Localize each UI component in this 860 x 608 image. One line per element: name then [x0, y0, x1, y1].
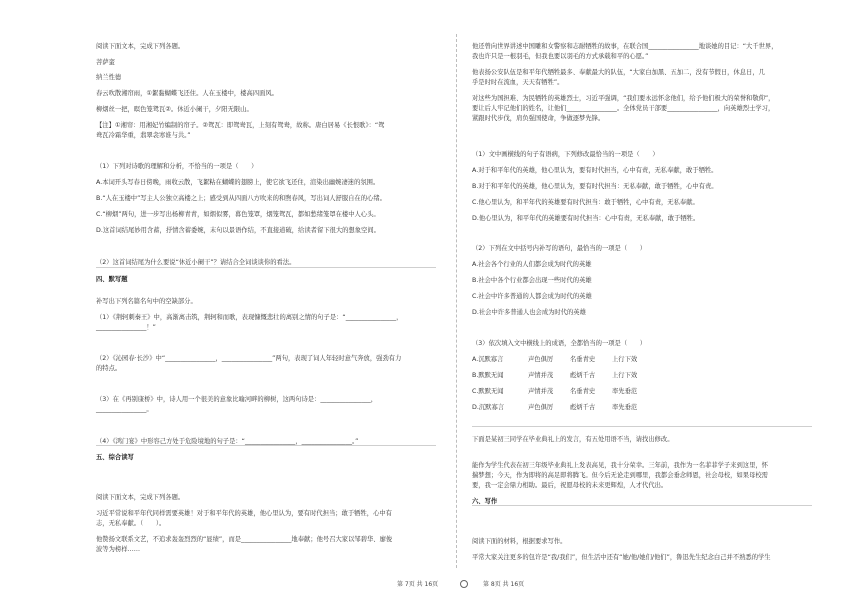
option-idiom: 率先垂范: [612, 404, 638, 411]
text-line: （4）《鸿门宴》中形容己方处于危险境地的句子是：“________________，________________。”: [96, 438, 359, 445]
text-line: 他表扬公安队伍是和平年代牺牲最多、奉献最大的队伍，“大家白加黑、五加二，没有节假日，休息日，几: [472, 69, 765, 76]
text-line: 习近平常说和平年代同样需要英雄！对于和平年代的英雄，他心里认为，要有时代担当；敢于牺牲，心中有: [96, 510, 392, 517]
option-label: A.沉默寡言: [472, 356, 504, 363]
text-line: B.对于和平年代的英雄，他心里认为，要有时代担当：无私奉献，敢于牺牲，心中有责。: [472, 183, 718, 190]
text-line: 要，我一定会鼎力相助。最后，祝愿母校的未来更辉煌，人才代代出。: [472, 482, 668, 489]
text-line: 对这些为国担难、为民牺牲的英雄烈士，习近平强调，“我们要永远怀念他们，给予他们极大的荣誉和敬仰”，: [472, 95, 775, 102]
text-line: 阅读下面文本，完成下列各题。: [96, 494, 185, 501]
text-line: 菩萨蛮: [96, 59, 115, 66]
section-rule: [96, 267, 436, 268]
text-line: 平常大家关注更多的包许是“我/我们”，但生活中还有“她/他/她们/他们”，鲁迅先生纪念白己并不熟悉的学生: [472, 554, 771, 561]
text-line: C.他心里认为，和平年代的英雄要有时代担当：敢于牺牲，心中有责，无私奉献。: [472, 199, 699, 206]
text-line: 的特点。: [96, 365, 122, 372]
text-line: 鸯瓦冷霜华重，翡翠衾寒谁与共。”: [96, 132, 191, 139]
text-line: 他还曾向世界讲述中国雕和女警察和志耐牺牲的故事，在联合国________________地谈她的目记：“大千世界，: [472, 43, 778, 50]
text-line: B.“人在玉楼中”写主人公独立高楼之上；感受到从四面八方吹来的和煦春风，写出词人舒服自在的心绪。: [96, 195, 386, 202]
text-line: 能作为学生代表在初三年级毕业典礼上发表高见，我十分荣幸。三年前，我作为一名菲菲学子来到这里，怀: [472, 462, 768, 469]
section-rule: [96, 445, 436, 446]
text-line: 揣梦想；今天，作为即将的高足即将腾飞。但今后无论走到哪里，我都会垂念师恩，社会母校，如果母校需: [472, 472, 768, 479]
text-line: （1）下列对诗歌的理解和分析，不恰当的一项是（ ）: [96, 163, 258, 170]
section-heading: 六、写作: [472, 498, 498, 505]
option-idiom: 声情并茂: [528, 372, 554, 379]
text-line: C.社会中许多普通的人都会成为时代的英雄: [472, 293, 592, 300]
text-line: （1）《荆轲刺秦王》中，高渐离击筑，荆轲和而歌，表现慷慨悲壮的离别之情的句子是：“________________，: [96, 314, 403, 321]
text-line: 要让后人牢记他们的姓名，让他们________________。全体党员干部要________________，向英雄烈士学习，: [472, 105, 775, 112]
text-line: 志，无私奉献。（ ）。: [96, 520, 166, 527]
option-idiom: 声色俱厉: [528, 404, 554, 411]
footer-page-right: 第 8页 共 16页: [483, 581, 525, 588]
column-divider: [456, 34, 457, 568]
section-rule: [472, 426, 812, 427]
text-line: 纳兰性德: [96, 74, 122, 81]
section-rule: [472, 505, 812, 506]
binding-circle-icon: [460, 580, 468, 588]
option-idiom: 名垂青史: [570, 388, 596, 395]
text-line: 他赞扬文联系文艺，不追求轰轰烈烈的“显绩”，而是________________地奉献；他号召大家以邹碧华、廖俊: [96, 536, 393, 543]
text-line: D.这首词结尾妙用含蓄，抒情含蓄委婉，末句以景语作结，不直接道破，给读者留下很大的想象空间。: [96, 227, 380, 234]
text-line: ________________！”: [96, 324, 156, 331]
option-idiom: 彪炳千古: [570, 404, 596, 411]
option-label: C.默默无闻: [472, 388, 504, 395]
text-line: B.社会中各个行业都会出现一些时代的英雄: [472, 277, 592, 284]
text-line: （3）依次填入文中横线上的成语，全都恰当的一项是（ ）: [472, 340, 647, 347]
text-line: 波等为榜样……: [96, 546, 141, 553]
section-heading: 五、综合读写: [96, 454, 134, 461]
option-label: B.默默无闻: [472, 372, 504, 379]
text-line: 柳烟丝一把，暝色笼鸳瓦②。休近小阑干，夕阳无限山。: [96, 106, 253, 113]
text-line: C.“柳烟”两句，进一步写出杨柳青青，如烟似雾，暮色笼罩，烟笼鸳瓦，都如愁绪笼罩在楼中人心头。: [96, 211, 380, 218]
text-line: 春云吹散湘帘雨，①絮黏蝴蝶飞还住。人在玉楼中，楼高四面风。: [96, 90, 278, 97]
text-line: 补写出下列名篇名句中的空缺部分。: [96, 298, 197, 305]
option-idiom: 声色俱厉: [528, 356, 554, 363]
section-heading: 四、默写题: [96, 276, 128, 283]
text-line: 【注】①湘帘：用湘妃竹编制的帘子。②鸳瓦：即鸳鸯瓦，上刻有鸳鸯，故称。唐白居易《长恨歌》：“鸳: [96, 122, 385, 129]
text-line: 乎是时时在流血，天天有牺牲”。: [472, 79, 564, 86]
text-line: 紧跟时代步伐，肩负强国使命，争做逐梦先锋。: [472, 115, 605, 122]
text-line: ________________。: [96, 406, 153, 413]
text-line: A.社会各个行业的人们都会成为时代的英雄: [472, 261, 592, 268]
text-line: A.对于和平年代的英雄，他心里认为，要有时代担当，心中有责，无私奉献，敢于牺牲。: [472, 167, 718, 174]
text-line: （2）这首词结尾为什么要说“休近小阑干”？请结合全词谈谈你的看法。: [96, 259, 296, 266]
text-line: 阅读下面的材料，根据要求写作。: [472, 538, 567, 545]
text-line: 阅读下面文本，完成下列各题。: [96, 43, 185, 50]
text-line: 我也许只是一根羽毛，但我也要以羽毛的方式承载和平的心愿。”: [472, 53, 649, 60]
text-line: （1）文中画横线的句子有语病，下列修改最恰当的一项是（ ）: [472, 151, 659, 158]
text-line: D.社会中许多普通人也会成为时代的英雄: [472, 309, 586, 316]
option-idiom: 上行下效: [612, 356, 638, 363]
footer-page-left: 第 7页 共 16页: [397, 581, 439, 588]
option-label: D.沉默寡言: [472, 404, 505, 411]
option-idiom: 率先垂范: [612, 388, 638, 395]
option-idiom: 上行下效: [612, 372, 638, 379]
text-line: D.他心里认为，和平年代的英雄要有时代担当：心中有责，无私奉献，敢于牺牲。: [472, 215, 700, 222]
text-line: （3）在《再别康桥》中，诗人用一个很美的意象比喻河畔的柳树，这两句诗是：________________，: [96, 396, 378, 403]
option-idiom: 彪炳千古: [570, 372, 596, 379]
text-line: 下面是某初三同学在毕业典礼上的发言，有五处用语不当，请找出修改。: [472, 436, 674, 443]
text-line: （2）下列在文中括号内补写的语句，最恰当的一项是（ ）: [472, 245, 647, 252]
text-line: （2）《沁园春·长沙》中“________________，________________”两句，表现了词人年轻时意气奔放，强劲有力: [96, 355, 402, 362]
page-footer: [0, 579, 860, 589]
option-idiom: 名垂青史: [570, 356, 596, 363]
text-line: A.本词开头写春日傍晚，雨收云散，飞絮粘在蝴蝶的翅膀上，使它欲飞还住，渲染出幽婉凄迷的氛围。: [96, 179, 380, 186]
option-idiom: 声情并茂: [528, 388, 554, 395]
